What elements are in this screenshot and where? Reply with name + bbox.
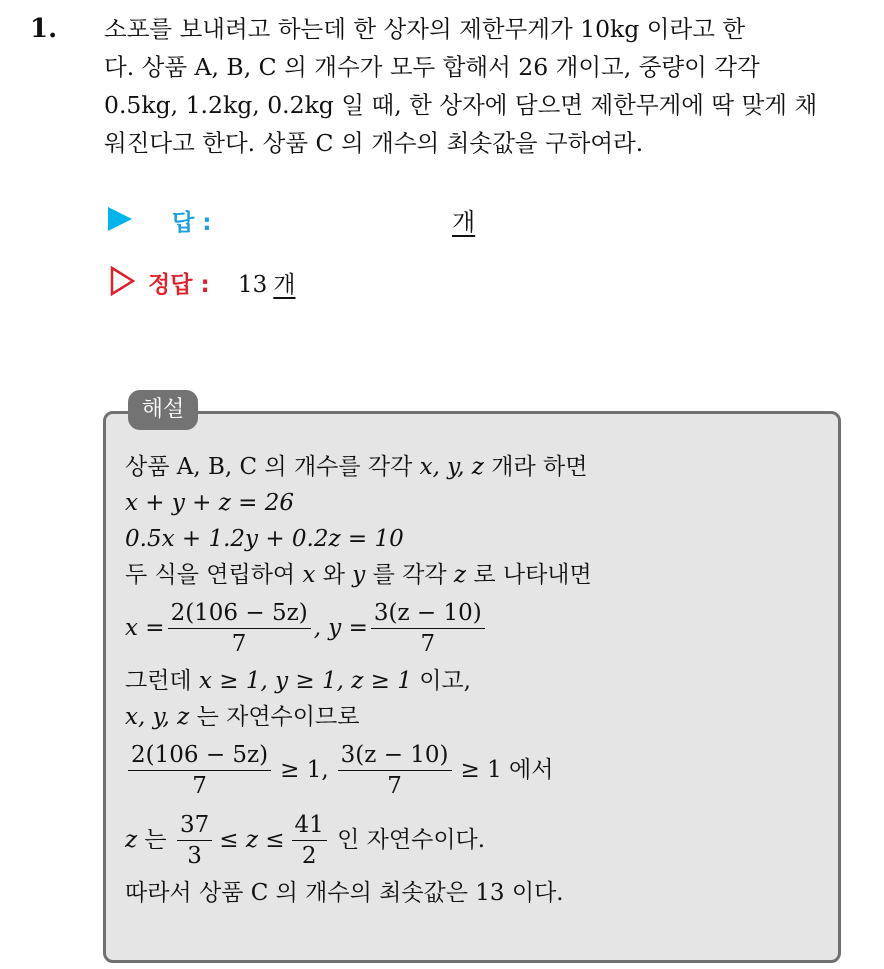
math: y bbox=[352, 562, 366, 588]
denominator: 7 bbox=[231, 630, 247, 657]
answer-unit: 개 bbox=[452, 208, 476, 236]
numerator: 37 bbox=[177, 810, 212, 841]
text: 로 나타내면 bbox=[466, 562, 592, 588]
correct-unit: 개 bbox=[273, 272, 296, 298]
question-text bbox=[104, 10, 864, 162]
numerator: 2(106 − 5z) bbox=[128, 740, 271, 771]
correct-number: 13 bbox=[238, 272, 268, 298]
math: x, y, z bbox=[125, 704, 190, 730]
math: , y = bbox=[313, 615, 368, 641]
question-line: 소포를 보내려고 하는데 한 상자의 제한무게가 10kg 이라고 한 bbox=[104, 15, 746, 43]
answer-row bbox=[108, 200, 608, 240]
numerator: 3(z − 10) bbox=[338, 740, 452, 771]
denominator: 3 bbox=[187, 842, 202, 869]
explanation-formula-line bbox=[125, 593, 825, 663]
explanation-line bbox=[125, 557, 825, 593]
equation-sum: x + y + z = 26 bbox=[125, 490, 295, 516]
math: x ≥ 1, y ≥ 1, z ≥ 1 bbox=[198, 668, 412, 694]
explanation-body bbox=[125, 449, 825, 911]
text: 상품 A, B, C 의 개수를 각각 bbox=[125, 454, 420, 480]
math: x, y, z bbox=[419, 454, 484, 480]
question-line: 다. 상품 A, B, C 의 개수가 모두 합해서 26 개이고, 중량이 각각 bbox=[104, 53, 760, 81]
correct-label: 정답 : bbox=[148, 272, 210, 298]
correct-answer-row bbox=[108, 262, 608, 302]
question-line: 0.5kg, 1.2kg, 0.2kg 일 때, 한 상자에 담으면 제한무게에 딱 맞게 채 bbox=[104, 91, 818, 119]
fraction bbox=[371, 598, 485, 659]
fraction bbox=[177, 810, 212, 871]
text: 개라 하면 bbox=[483, 454, 588, 480]
question-line: 워진다고 한다. 상품 C 의 개수의 최솟값을 구하여라. bbox=[104, 129, 644, 157]
math: z bbox=[453, 562, 467, 588]
math: x = bbox=[125, 615, 165, 641]
denominator: 7 bbox=[387, 772, 402, 799]
numerator: 2(106 − 5z) bbox=[168, 598, 311, 629]
outline-play-icon bbox=[110, 266, 136, 296]
explanation-line bbox=[125, 663, 825, 699]
question-number: 1. bbox=[30, 14, 58, 44]
fraction bbox=[168, 598, 311, 659]
denominator: 7 bbox=[420, 630, 436, 657]
answer-label: 답 : bbox=[172, 210, 212, 236]
explanation-line bbox=[125, 699, 825, 735]
text: 두 식을 연립하여 bbox=[125, 562, 303, 588]
explanation-formula-line bbox=[125, 805, 825, 875]
math: ≤ z ≤ bbox=[219, 827, 285, 853]
fraction bbox=[292, 810, 327, 871]
text: 이고, bbox=[411, 668, 471, 694]
explanation-formula-line bbox=[125, 735, 825, 805]
fraction bbox=[338, 740, 452, 801]
text: 그런데 bbox=[125, 668, 199, 694]
denominator: 7 bbox=[192, 772, 207, 799]
text: ≥ 1 에서 bbox=[460, 757, 554, 783]
text: 는 bbox=[137, 827, 174, 853]
explanation-badge: 해설 bbox=[128, 390, 198, 430]
text: 인 자연수이다. bbox=[329, 827, 486, 853]
equation-weight: 0.5x + 1.2y + 0.2z = 10 bbox=[125, 526, 404, 552]
explanation-line bbox=[125, 449, 825, 485]
text: 를 각각 bbox=[365, 562, 454, 588]
fraction bbox=[128, 740, 271, 801]
numerator: 41 bbox=[292, 810, 327, 841]
math: x bbox=[302, 562, 316, 588]
numerator: 3(z − 10) bbox=[371, 598, 485, 629]
math: z bbox=[125, 827, 138, 853]
correct-value bbox=[238, 266, 296, 299]
denominator: 2 bbox=[301, 842, 317, 869]
math: ≥ 1, bbox=[280, 757, 329, 783]
explanation-conclusion: 따라서 상품 C 의 개수의 최솟값은 13 이다. bbox=[125, 880, 564, 906]
text: 와 bbox=[315, 562, 353, 588]
play-icon bbox=[108, 207, 132, 231]
text: 는 자연수이므로 bbox=[189, 704, 360, 730]
